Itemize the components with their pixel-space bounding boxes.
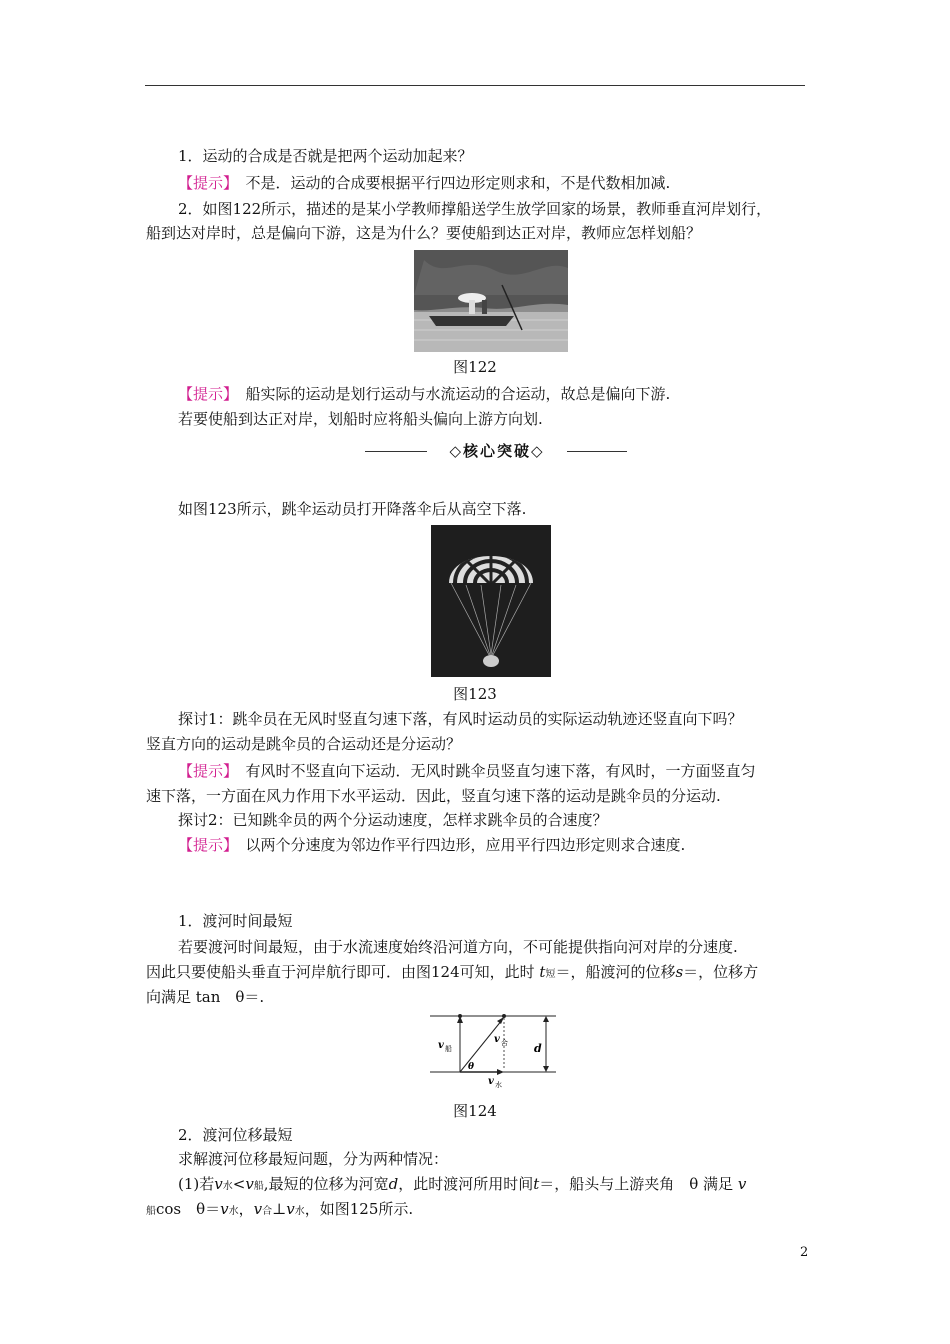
paragraph-figure-123: 如图123所示，跳伞运动员打开降落伞后从高空下落. — [178, 500, 527, 518]
section-1-line-3: 向满足 tan θ＝. — [146, 988, 265, 1006]
theta-label: θ — [468, 1062, 475, 1072]
v-sum-sub: 合 — [501, 1039, 508, 1047]
hint-2-line-2: 若要使船到达正对岸，划船时应将船头偏向上游方向划. — [178, 410, 543, 428]
page-number: 2 — [800, 1245, 809, 1260]
question-2-line-2: 船到达对岸时，总是偏向下游，这是为什么？要使船到达正对岸，教师应怎样划船？ — [146, 224, 702, 242]
question-2-line-1: 2．如图122所示，描述的是某小学教师撑船送学生放学回家的场景，教师垂直河岸划行， — [178, 200, 772, 218]
hint-tag: 【提示】 — [178, 385, 231, 403]
section-1-line-2: 因此只要使船头垂直于河岸航行即可．由图124可知，此时 t短＝，船渡河的位移s＝，位移方 — [146, 963, 759, 981]
header-rule — [145, 85, 805, 86]
parachute-photo — [431, 525, 551, 677]
discussion-1-line-1: 探讨1：跳伞员在无风时竖直匀速下落，有风时运动员的实际运动轨迹还竖直向下吗？ — [178, 710, 743, 728]
discussion-2: 探讨2：已知跳伞员的两个分运动速度，怎样求跳伞员的合速度？ — [178, 811, 608, 829]
section-2-title: 2．渡河位移最短 — [178, 1126, 293, 1144]
figure-122-caption: 图122 — [453, 358, 497, 376]
hint-tag: 【提示】 — [178, 762, 231, 780]
figure-124-diagram — [430, 1012, 560, 1092]
discussion-1-line-2: 竖直方向的运动是跳伞员的合运动还是分运动？ — [146, 735, 462, 753]
hint-tag: 【提示】 — [178, 836, 231, 854]
d-label: d — [534, 1042, 542, 1055]
question-1: 1．运动的合成是否就是把两个运动加起来？ — [178, 147, 473, 165]
boat-photo — [414, 250, 568, 352]
v-water-label: v — [488, 1076, 494, 1087]
section-1-line-1: 若要渡河时间最短，由于水流速度始终沿河道方向，不可能提供指向河对岸的分速度. — [178, 938, 738, 956]
v-water-sub: 水 — [495, 1081, 502, 1089]
hint-2: 【提示】 船实际的运动是划行运动与水流运动的合运动，故总是偏向下游. — [178, 385, 671, 403]
v-sum-label: v — [494, 1034, 500, 1045]
v-boat-label: v — [438, 1040, 444, 1051]
section-banner: ◇核心突破◇ — [365, 440, 627, 464]
hint-4: 【提示】 以两个分速度为邻边作平行四边形，应用平行四边形定则求合速度. — [178, 836, 686, 854]
section-2-line-3: 船cos θ＝v水，v合⊥v水，如图125所示. — [146, 1200, 414, 1218]
hint-tag: 【提示】 — [178, 174, 231, 192]
figure-123-caption: 图123 — [453, 685, 497, 703]
hint-3-line-2: 速下落，一方面在风力作用下水平运动．因此，竖直匀速下落的运动是跳伞员的分运动. — [146, 787, 721, 805]
v-boat-sub: 船 — [445, 1045, 452, 1053]
section-2-line-1: 求解渡河位移最短问题，分为两种情况： — [178, 1150, 449, 1168]
hint-3: 【提示】 有风时不竖直向下运动．无风时跳伞员竖直匀速下落，有风时，一方面竖直匀 — [178, 762, 756, 780]
hint-1: 【提示】 不是．运动的合成要根据平行四边形定则求和，不是代数相加减. — [178, 174, 671, 192]
section-2-line-2: (1)若v水<v船,最短的位移为河宽d，此时渡河所用时间t＝，船头与上游夹角 θ 满足 v — [178, 1175, 747, 1193]
figure-124-caption: 图124 — [453, 1102, 497, 1120]
section-1-title: 1．渡河时间最短 — [178, 912, 293, 930]
